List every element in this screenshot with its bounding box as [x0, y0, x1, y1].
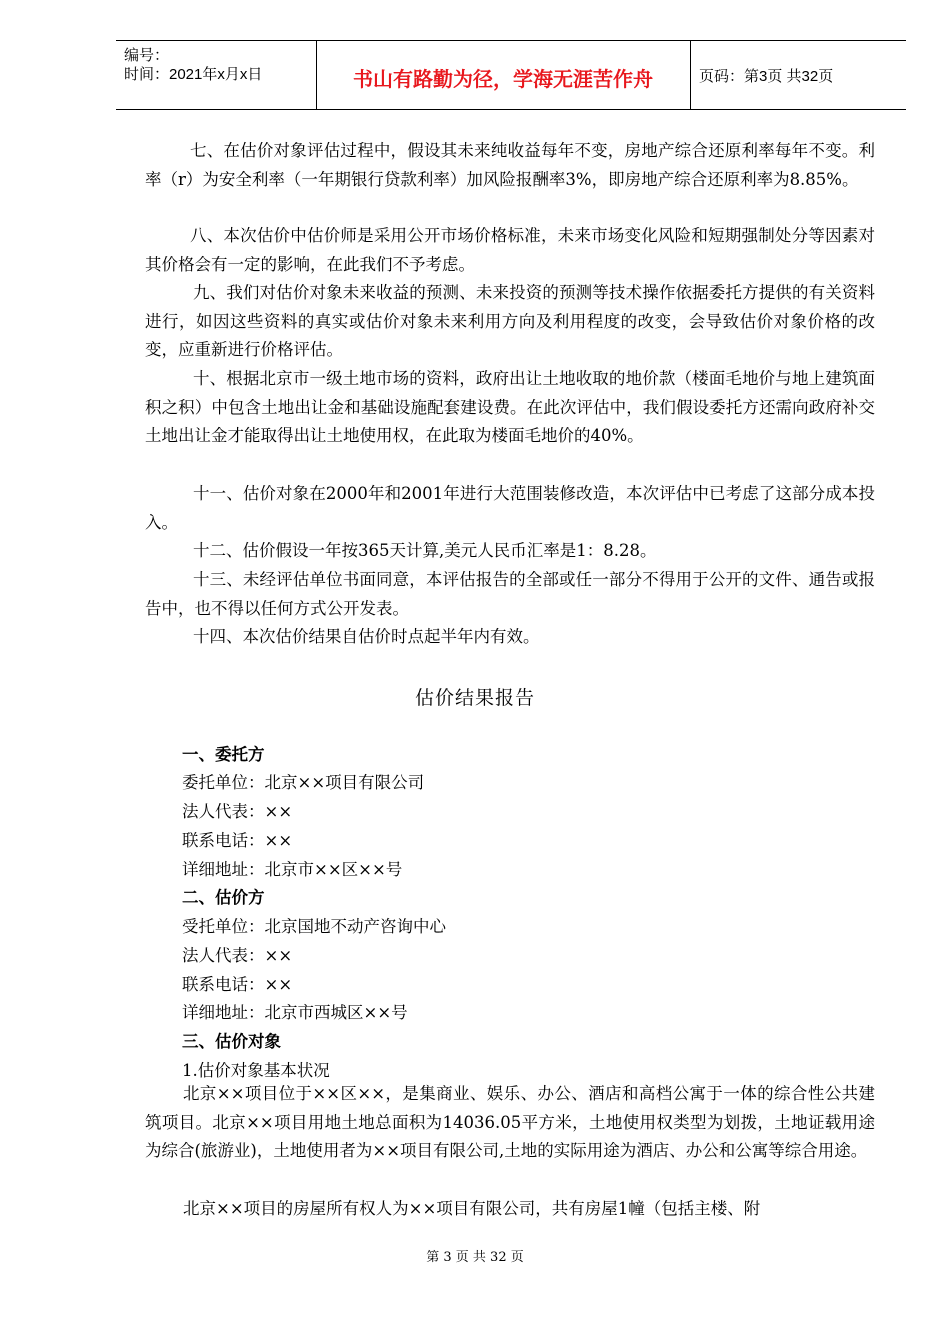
header-motto-cell: [316, 41, 691, 109]
document-number-label: 编号：: [124, 47, 170, 64]
report-title: 估价结果报告: [414, 687, 535, 709]
document-time-label: 时间：2021年x月x日: [124, 66, 263, 83]
header-meta-cell: [116, 41, 317, 109]
object-paragraph-1: 北京××项目位于××区××，是集商业、娱乐、办公、酒店和高档公寓于一体的综合性公共建筑项目。北京××项目用地土地总面积为14036.05平方米，土地使用权类型为划拨，土地证载用途为综合(旅游业)，土地使用者为××项目有限公司,土地的实际用途为酒店、办公和公寓等综合用途。: [145, 1084, 875, 1160]
paragraph-11: 十一、估价对象在2000年和2001年进行大范围装修改造，本次评估中已考虑了这部分成本投入。: [145, 484, 875, 532]
client-address: 详细地址：北京市××区××号: [182, 860, 403, 879]
appraiser-rep: 法人代表：××: [182, 946, 293, 965]
client-unit: 委托单位：北京××项目有限公司: [182, 773, 425, 792]
paragraph-10: 十、根据北京市一级土地市场的资料，政府出让土地收取的地价款（楼面毛地价与地上建筑面积之积）中包含土地出让金和基础设施配套建设费。在此次评估中，我们假设委托方还需向政府补交土地出让金才能取得出让土地使用权，在此取为楼面毛地价的40%。: [145, 369, 875, 445]
page-header: [116, 40, 906, 110]
object-subheading: 1.估价对象基本状况: [182, 1061, 330, 1080]
page-footer: 第 3 页 共 32 页: [426, 1250, 524, 1265]
paragraph-9: 九、我们对估价对象未来收益的预测、未来投资的预测等技术操作依据委托方提供的有关资料进行，如因这些资料的真实或估价对象未来利用方向及利用程度的改变，会导致估价对象价格的改变，应重新进行价格评估。: [145, 283, 875, 359]
client-phone: 联系电话：××: [182, 831, 293, 850]
appraiser-phone: 联系电话：××: [182, 975, 293, 994]
object-heading: 三、估价对象: [182, 1032, 281, 1051]
paragraph-14: 十四、本次估价结果自估价时点起半年内有效。: [193, 627, 540, 646]
client-rep: 法人代表：××: [182, 802, 293, 821]
paragraph-8: 八、本次估价中估价师是采用公开市场价格标准，未来市场变化风险和短期强制处分等因素对其价格会有一定的影响，在此我们不予考虑。: [145, 226, 875, 274]
header-motto: 书山有路勤为径，学海无涯苦作舟: [353, 67, 653, 91]
paragraph-13: 十三、未经评估单位书面同意，本评估报告的全部或任一部分不得用于公开的文件、通告或报告中，也不得以任何方式公开发表。: [145, 570, 875, 618]
appraiser-heading: 二、估价方: [182, 888, 265, 907]
appraiser-unit: 受托单位：北京国地不动产咨询中心: [182, 917, 446, 936]
paragraph-7: 七、在估价对象评估过程中，假设其未来纯收益每年不变，房地产综合还原利率每年不变。利率（r）为安全利率（一年期银行贷款利率）加风险报酬率3%，即房地产综合还原利率为8.85%。: [145, 141, 875, 189]
appraiser-address: 详细地址：北京市西城区××号: [182, 1003, 408, 1022]
header-page-cell: [691, 41, 906, 109]
paragraph-12: 十二、估价假设一年按365天计算,美元人民币汇率是1：8.28。: [193, 541, 657, 560]
header-page-info: 页码：第3页 共32页: [699, 68, 834, 85]
client-heading: 一、委托方: [182, 745, 265, 764]
object-paragraph-2: 北京××项目的房屋所有权人为××项目有限公司，共有房屋1幢（包括主楼、附: [183, 1199, 761, 1218]
